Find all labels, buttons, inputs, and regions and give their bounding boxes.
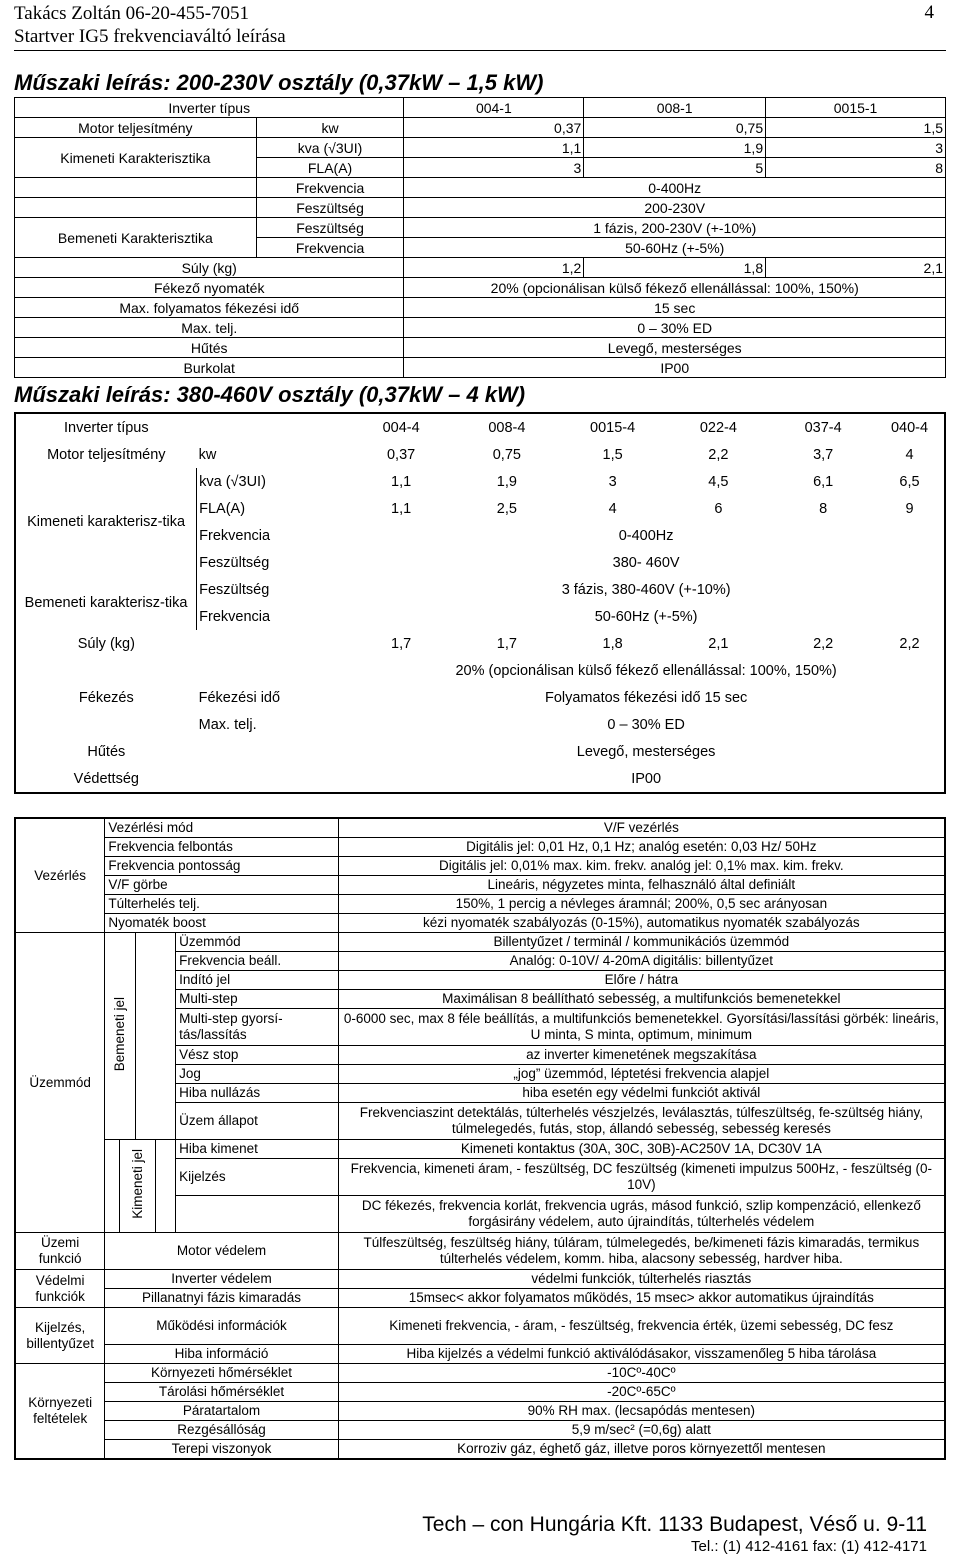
table-row [15,876,945,895]
cell: 037-4 [804,419,842,436]
cell: Vezérlési mód [105,818,338,838]
cell: 0 – 30% ED [607,716,685,733]
table-row [15,198,946,218]
cell: Hiba kijelzés a védelmi funkció aktiválódásakor, visszamenőleg 5 hiba tárolása [338,1345,945,1364]
cell: kva (√3UI) [256,138,404,158]
cell: Frekvencia [199,527,271,544]
cell: Rezgésállóság [105,1421,338,1440]
cell: Inverter típus [15,98,404,118]
table-row [15,1270,945,1289]
cell: kw [256,118,404,138]
cell: 15 sec [404,298,946,318]
cell: FLA(A) [199,500,246,517]
cell: 4 [905,446,914,463]
cell: Hiba kimenet [176,1140,339,1159]
cell: Fékezési idő [198,689,281,706]
spec-table-400v [14,412,946,794]
cell: Fékező nyomaték [15,278,404,298]
table-row [15,914,945,933]
table-row [15,278,946,298]
group-label: Kimeneti Karakterisztika [15,138,257,178]
cell: Feszültség [199,581,270,598]
cell: 50-60Hz (+-5%) [404,238,946,258]
cell: 0015-1 [766,98,946,118]
cell: Frekvencia pontosság [105,857,338,876]
cell: Környezeti hőmérséklet [105,1364,338,1383]
cell: 380- 460V [612,554,680,571]
cell: Korroziv gáz, éghető gáz, illetve poros környezettől mentesen [338,1440,945,1460]
table-row [15,1383,945,1402]
footer-company: Tech – con Hungária Kft. 1133 Budapest, Véső u. 9-11 [422,1513,927,1536]
cell: 50-60Hz (+-5%) [594,608,698,625]
cell: 1,9 [584,138,766,158]
cell: 0,75 [492,446,521,463]
cell: 2,2 [813,635,834,652]
cell: Max. folyamatos fékezési idő [15,298,404,318]
table-row [15,138,946,158]
cell: 2,5 [496,500,517,517]
table-row [15,818,945,838]
table-row [15,1308,945,1345]
cell: 1,5 [766,118,946,138]
cell: 1,2 [404,258,584,278]
cell: 5 [584,158,766,178]
cell: Feszültség [256,218,404,238]
cell: 1,1 [391,500,412,517]
cell: Pillanatnyi fázis kimaradás [105,1289,338,1308]
table-row [15,178,946,198]
cell: Frekvenciaszint detektálás, túlterhelés vészjelzés, leválasztás, túlfeszültség, fe-szültség hiány, túlmelegedés, futás, stop, állandó sebesség, sebesség keresés [338,1103,945,1140]
cell: 1,7 [391,635,412,652]
cell: Motor védelem [105,1233,338,1270]
cell: Kimeneti frekvencia, - áram, - feszültség, frekvencia érték, üzemi sebesség, DC fesz [338,1308,945,1345]
cell: Súly (kg) [15,258,404,278]
cell: 1,8 [584,258,766,278]
table-row [15,258,946,278]
cell: Maximálisan 8 beállítható sebesség, a multifunkciós bemenetekkel [338,990,945,1009]
cell: -10Cº-40Cº [338,1364,945,1383]
cell: 8 [819,500,828,517]
cell: 0015-4 [590,419,636,436]
cell: Nyomaték boost [105,914,338,933]
table-row [15,576,945,603]
cell: V/F görbe [105,876,338,895]
footer-phone: Tel.: (1) 412-4161 fax: (1) 412-4171 [691,1538,927,1555]
cell: 4,5 [708,473,729,490]
cell: védelmi funkciók, túlterhelés riasztás [338,1270,945,1289]
table-row [15,441,945,468]
cell: 2,2 [899,635,920,652]
cell: 90% RH max. (lecsapódás mentesen) [338,1402,945,1421]
header-block [14,2,286,48]
cell: Frekvencia [256,178,404,198]
input-signal-label: Bemeneti jel [105,933,136,1140]
cell [105,1140,120,1233]
cell: Motor teljesítmény [47,446,166,463]
section-title-200v: Műszaki leírás: 200-230V osztály (0,37kW – 1,5 kW) [14,70,544,95]
cell: 4 [608,500,617,517]
table-row [15,298,946,318]
section-title-400v: Műszaki leírás: 380-460V osztály (0,37kW – 4 kW) [14,382,526,407]
table-row [15,1140,945,1159]
cell: Multi-step gyorsí-tás/lassítás [176,1009,339,1046]
cell: Multi-step [176,990,339,1009]
cell: Hiba információ [105,1345,338,1364]
cell: 1,8 [602,635,623,652]
cell: 8 [766,158,946,178]
group-func: Üzemi funkció [15,1233,105,1270]
cell: 0-6000 sec, max 8 féle beállítás, a multifunkciós bemenetekkel. Gyorsítási/lassítási görbék: lineáris, U minta, S minta, optimum, minimum [338,1009,945,1046]
cell: Feszültség [256,198,404,218]
cell: 20% (opcionálisan külső fékező ellenállással: 100%, 150%) [455,662,837,679]
cell: 1,7 [496,635,517,652]
cell: Max. telj. [15,318,404,338]
table-row [15,358,946,378]
cell: Páratartalom [105,1402,338,1421]
cell: Üzemmód [176,933,339,952]
cell: Terepi viszonyok [105,1440,338,1460]
spec-table-200v [14,97,946,378]
cell: Hiba nullázás [176,1084,339,1103]
cell: 3 [766,138,946,158]
cell: 2,1 [708,635,729,652]
group-label: Fékezés [78,689,134,706]
cell: V/F vezérlés [338,818,945,838]
cell: Súly (kg) [77,635,135,652]
cell: Frekvencia [199,608,271,625]
cell: Tárolási hőmérséklet [105,1383,338,1402]
cell: kva (√3UI) [199,473,266,490]
cell: 5,9 m/sec² (=0,6g) alatt [338,1421,945,1440]
cell: 2,1 [766,258,946,278]
table-row [15,468,945,495]
cell: 1,1 [404,138,584,158]
cell [15,198,257,218]
table-row [15,838,945,857]
header-divider [14,50,946,51]
cell: Inverter típus [64,419,149,436]
cell: Frekvencia felbontás [105,838,338,857]
cell: Frekvencia [256,238,404,258]
group-label: Kimeneti karakterisz-tika [15,468,197,576]
cell: IP00 [404,358,946,378]
cell: 040-4 [890,419,929,436]
table-row [15,338,946,358]
table-row [15,98,946,118]
cell [156,1140,176,1233]
cell: Burkolat [15,358,404,378]
cell: az inverter kimenetének megszakítása [338,1046,945,1065]
cell: Hűtés [87,743,126,760]
cell: Kimeneti kontaktus (30A, 30C, 30B)-AC250V 1A, DC30V 1A [338,1140,945,1159]
table-row [15,630,945,657]
cell: Túlfeszültség, feszültség hiány, túláram, túlmelegedés, be/kimeneti fázis kimaradás, termikus túlterhelés védelem, komm. hiba, alacsony sebesség, hardver hiba. [338,1233,945,1270]
cell: Digitális jel: 0,01% max. kim. frekv. analóg jel: 0,1% max. kim. frekv. [338,857,945,876]
cell: Motor teljesítmény [15,118,257,138]
cell: 0,37 [386,446,416,463]
cell: Üzem állapot [176,1103,339,1140]
cell: 200-230V [404,198,946,218]
cell: Kijelzés [176,1159,339,1196]
cell: 6 [714,500,723,517]
group-display: Kijelzés, billentyűzet [15,1308,105,1364]
table-row [15,1402,945,1421]
cell [197,765,349,793]
table-row [15,318,946,338]
cell: Feszültség [199,554,270,571]
cell: DC fékezés, frekvencia korlát, frekvencia ugrás, másod funkció, szlip kompenzáció, ellenkező forgásirány védelem, auto újraindítás, túlterhelés védelem [338,1196,945,1233]
cell: Védettség [73,770,139,787]
cell: Lineáris, négyzetes minta, felhasználó által definiált [338,876,945,895]
cell [197,738,349,765]
page-number: 4 [924,2,934,23]
output-signal-label: Kimeneti jel [120,1140,156,1233]
cell: 6,5 [899,473,920,490]
cell: 20% (opcionálisan külső fékező ellenállással: 100%, 150%) [404,278,946,298]
table-row [15,1233,945,1270]
table-row [15,933,945,952]
cell: IP00 [631,770,662,787]
cell [15,178,257,198]
cell: 1 fázis, 200-230V (+-10%) [404,218,946,238]
group-protect: Védelmi funkciók [15,1270,105,1308]
cell: Vész stop [176,1046,339,1065]
table-row [15,1345,945,1364]
cell: FLA(A) [256,158,404,178]
table-row [15,413,945,441]
cell: 9 [905,500,914,517]
feature-table [14,817,946,1460]
cell: Billentyűzet / terminál / kommunikációs üzemmód [338,933,945,952]
cell: Levegő, mesterséges [404,338,946,358]
cell: Max. telj. [198,716,257,733]
cell: 1,9 [496,473,517,490]
cell: Analóg: 0-10V/ 4-20mA digitális: billentyűzet [338,952,945,971]
table-row [15,1421,945,1440]
table-row [15,118,946,138]
cell: 004-4 [382,419,420,436]
cell: Hűtés [15,338,404,358]
group-label: Bemeneti karakterisz-tika [15,576,197,630]
cell: Digitális jel: 0,01 Hz, 0,1 Hz; analóg esetén: 0,03 Hz/ 50Hz [338,838,945,857]
header-contact: Takács Zoltán 06-20-455-7051 [14,3,250,24]
cell [197,630,349,657]
cell: 0-400Hz [404,178,946,198]
cell: -20Cº-65Cº [338,1383,945,1402]
cell: 1,1 [391,473,412,490]
table-row [15,1440,945,1460]
table-row [15,1289,945,1308]
cell: Indító jel [176,971,339,990]
cell: Működési információk [105,1308,338,1345]
cell: Túlterhelés telj. [105,895,338,914]
cell: 2,2 [708,446,729,463]
cell: 0-400Hz [618,527,674,544]
cell: 008-1 [584,98,766,118]
cell: Folyamatos fékezési idő 15 sec [544,689,748,706]
group-env: Környezeti feltételek [15,1364,105,1460]
cell: Előre / hátra [338,971,945,990]
cell [197,657,349,684]
cell: 3 [404,158,584,178]
table-row [15,895,945,914]
cell: 0,37 [404,118,584,138]
cell: „jog” üzemmód, léptetési frekvencia alapjel [338,1065,945,1084]
cell: 1,5 [602,446,623,463]
table-row [15,765,945,793]
table-row [15,857,945,876]
cell: Inverter védelem [105,1270,338,1289]
table-row [15,218,946,238]
cell: 004-1 [404,98,584,118]
cell: 15msec< akkor folyamatos működés, 15 msec> akkor automatikus újraindítás [338,1289,945,1308]
cell: Levegő, mesterséges [576,743,716,760]
cell: 008-4 [488,419,526,436]
table-row [15,657,945,684]
group-label: Bemeneti Karakterisztika [15,218,257,258]
group-mode: Üzemmód [15,933,105,1233]
cell: 3 [608,473,617,490]
cell: Jog [176,1065,339,1084]
cell: kw [198,446,217,463]
cell [136,933,176,1140]
table-row [15,738,945,765]
cell [197,413,349,441]
cell: 150%, 1 percig a névleges áramnál; 200%, 0,5 sec arányosan [338,895,945,914]
cell: Frekvencia, kimeneti áram, - feszültség, DC feszültség (kimeneti impulzus 500Hz, - feszültség (0-10V) [338,1159,945,1196]
cell: hiba esetén egy védelmi funkciót aktivál [338,1084,945,1103]
cell: Frekvencia beáll. [176,952,339,971]
cell: 022-4 [699,419,737,436]
table-row [15,1364,945,1383]
cell: 6,1 [813,473,834,490]
cell: 3,7 [813,446,834,463]
cell: 3 fázis, 380-460V (+-10%) [561,581,731,598]
header-doc-title: Startver IG5 frekvenciaváltó leírása [14,26,286,47]
cell: 0,75 [584,118,766,138]
cell [176,1196,339,1233]
cell: kézi nyomaték szabályozás (0-15%), automatikus nyomaték szabályozás [338,914,945,933]
cell: 0 – 30% ED [404,318,946,338]
group-control: Vezérlés [15,818,105,933]
